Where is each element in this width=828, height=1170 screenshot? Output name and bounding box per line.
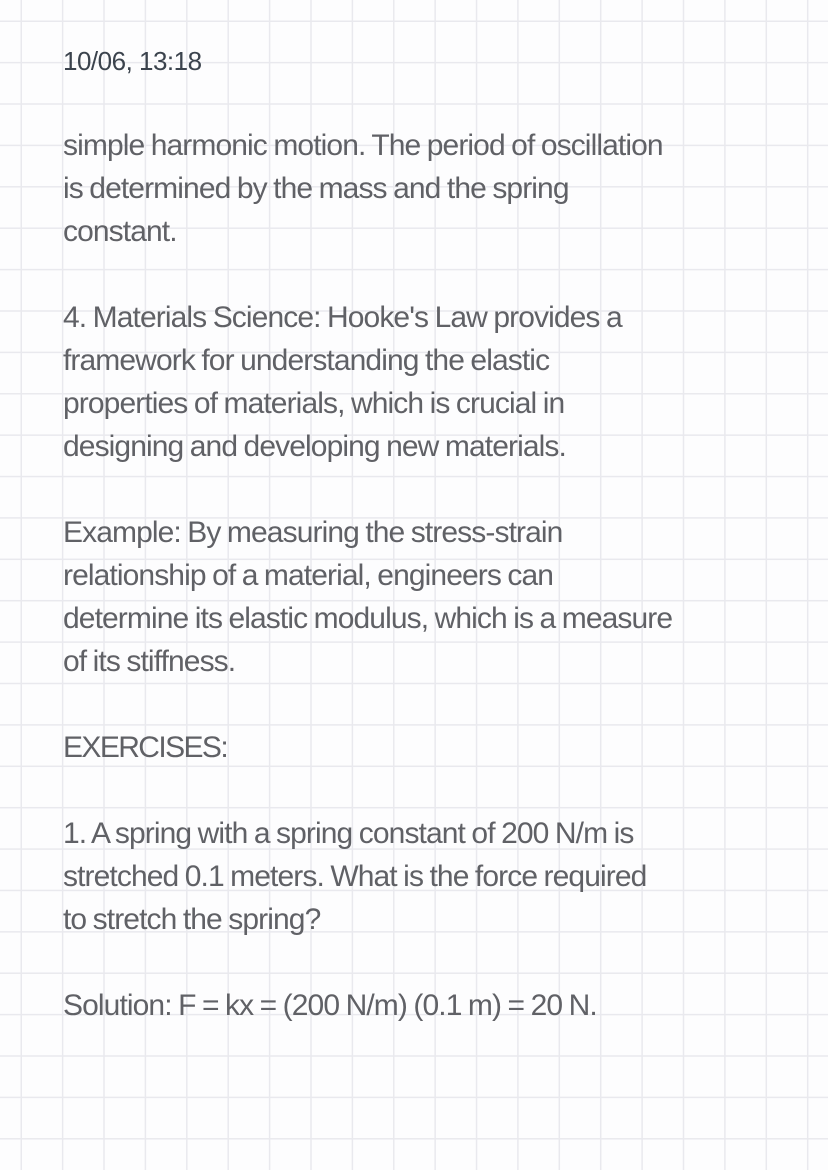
text-line: is determined by the mass and the spring	[63, 172, 569, 205]
text-line: Example: By measuring the stress-strain	[63, 516, 563, 549]
text-line: of its stiffness.	[63, 645, 236, 678]
text-line: Solution: F = kx = (200 N/m) (0.1 m) = 20 N.	[63, 989, 597, 1022]
text-line: 1. A spring with a spring constant of 200 N/m is	[63, 817, 634, 850]
exercises-heading	[63, 726, 803, 769]
paragraph-materials-science	[63, 296, 803, 468]
text-line: simple harmonic motion. The period of oscillation	[63, 129, 663, 162]
text-line: designing and developing new materials.	[63, 430, 566, 463]
note-timestamp: 10/06, 13:18	[63, 46, 202, 76]
solution-1	[63, 984, 803, 1027]
text-line: framework for understanding the elastic	[63, 344, 550, 377]
text-line: to stretch the spring?	[63, 903, 321, 936]
text-line: 4. Materials Science: Hooke's Law provides a	[63, 301, 622, 334]
text-line: relationship of a material, engineers can	[63, 559, 554, 592]
heading-text: EXERCISES:	[63, 731, 228, 764]
note-body	[63, 124, 803, 1070]
text-line: constant.	[63, 215, 177, 248]
paragraph-shm-continuation	[63, 124, 803, 253]
text-line: stretched 0.1 meters. What is the force required	[63, 860, 647, 893]
paragraph-example	[63, 511, 803, 683]
exercise-1	[63, 812, 803, 941]
text-line: determine its elastic modulus, which is a measure	[63, 602, 673, 635]
text-line: properties of materials, which is crucial in	[63, 387, 565, 420]
